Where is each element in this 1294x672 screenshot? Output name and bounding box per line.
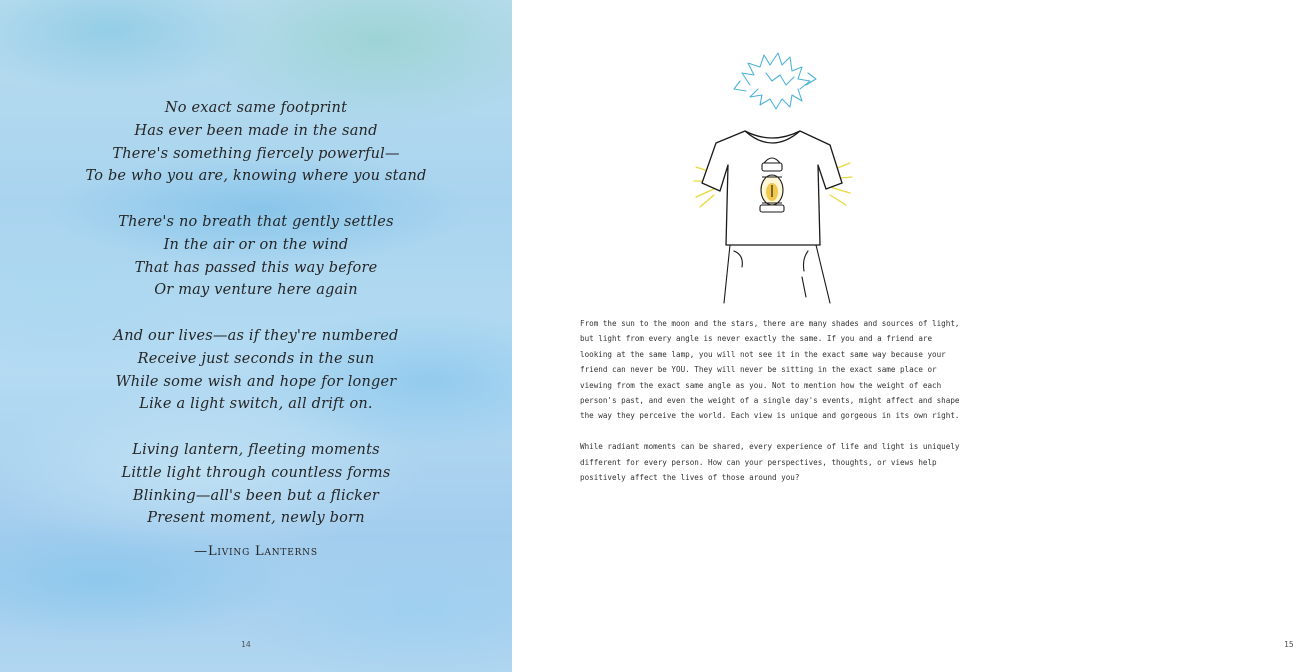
poem: [0, 97, 512, 564]
prose-paragraph: While radiant moments can be shared, every experience of life and light is uniquely different for every person. How can your perspectives, thoughts, or views help positively affect the lives of those around you?: [580, 442, 960, 483]
poem-line: Receive just seconds in the sun: [137, 350, 375, 367]
poem-line: And our lives—as if they're numbered: [113, 327, 399, 344]
poem-stanza-3: [0, 325, 512, 416]
poem-stanza-1: [0, 97, 512, 188]
poem-stanza-2: [0, 211, 512, 302]
poem-attribution: —Living Lanterns: [194, 543, 318, 559]
poem-line: Has ever been made in the sand: [134, 122, 378, 139]
poem-line: That has passed this way before: [134, 259, 378, 276]
poem-line: Like a light switch, all drift on.: [139, 396, 373, 413]
poem-line: Little light through countless forms: [121, 464, 391, 481]
poem-line: To be who you are, knowing where you stand: [85, 168, 427, 185]
poem-line: Blinking—all's been but a flicker: [132, 487, 380, 504]
poem-line: Or may venture here again: [154, 282, 358, 299]
left-page: [0, 0, 512, 672]
poem-line: In the air or on the wind: [163, 236, 349, 253]
poem-line: Present moment, newly born: [147, 510, 365, 527]
page-number: 14: [241, 640, 251, 649]
pants: [724, 245, 830, 303]
prose-body: [580, 316, 960, 501]
poem-line: Living lantern, fleeting moments: [132, 441, 380, 458]
page-number: 15: [1284, 640, 1294, 649]
poem-line: There's something fiercely powerful—: [112, 145, 400, 162]
poem-stanza-4: [0, 439, 512, 530]
prose-paragraph: From the sun to the moon and the stars, there are many shades and sources of light, but light from every angle is never exactly the same. If you and a friend are looking at the same lamp, you will not see it in the exact same way because your friend can never be YOU. They will never be sitting in the exact same place or viewing from the exact same angle as you. Not to mention how the weight of each person's past, and even the weight of a single day's events, might affect and shape the way they perceive the world. Each view is unique and gorgeous in its own right.: [580, 319, 960, 421]
poem-line: No exact same footprint: [164, 100, 348, 116]
right-page: [512, 0, 1294, 672]
figure-with-lantern-shirt-icon: [690, 45, 860, 305]
poem-line: There's no breath that gently settles: [118, 213, 394, 230]
hair-scribble: [734, 53, 816, 109]
poem-line: While some wish and hope for longer: [115, 373, 397, 390]
